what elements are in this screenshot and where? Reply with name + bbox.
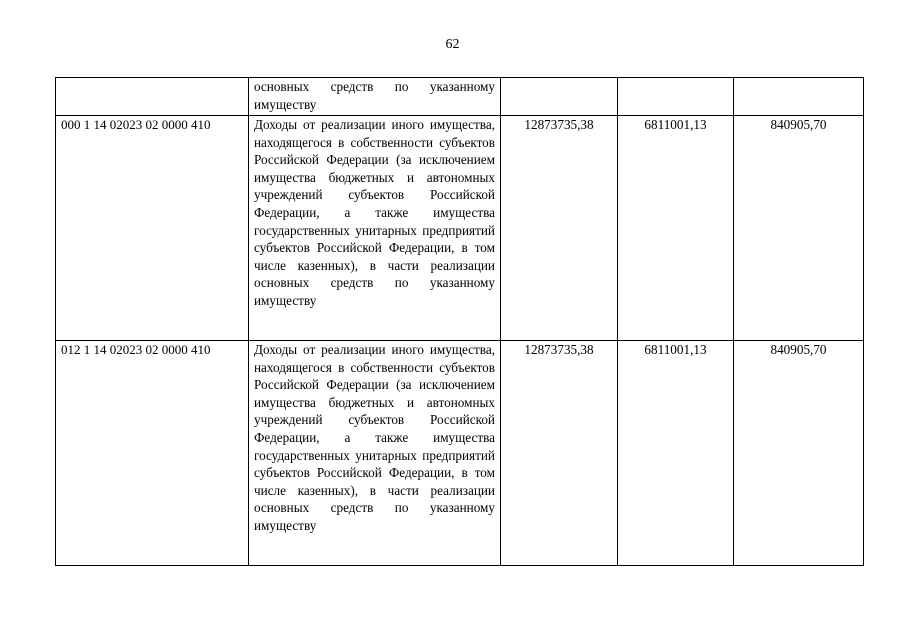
table-cell-value-3: 840905,70 (734, 341, 864, 566)
table-cell-value-1: 12873735,38 (501, 116, 618, 341)
table-cell-value-2: 6811001,13 (618, 341, 734, 566)
table-cell-value-2: 6811001,13 (618, 116, 734, 341)
table-row (56, 116, 864, 341)
table-row (56, 341, 864, 566)
table-cell-value-1: 12873735,38 (501, 341, 618, 566)
table-cell-value-1 (501, 78, 618, 116)
table-cell-name: Доходы от реализации иного имущества, находящегося в собственности субъектов Российской Федерации (за исключением имущества бюджетных и автономных учреждений субъектов Российской Федерации, а также имущества государственных унитарных предприятий субъектов Российской Федерации, в том числе казенных), в части реализации основных средств по указанному имуществу (249, 116, 501, 341)
table-cell-value-2 (618, 78, 734, 116)
table-cell-name: основных средств по указанному имуществу (249, 78, 501, 116)
table-cell-name: Доходы от реализации иного имущества, находящегося в собственности субъектов Российской Федерации (за исключением имущества бюджетных и автономных учреждений субъектов Российской Федерации, а также имущества государственных унитарных предприятий субъектов Российской Федерации, в том числе казенных), в части реализации основных средств по указанному имуществу (249, 341, 501, 566)
table-cell-value-3: 840905,70 (734, 116, 864, 341)
table-cell-code: 012 1 14 02023 02 0000 410 (56, 341, 249, 566)
page-number: 62 (445, 37, 460, 52)
table-cell-code (56, 78, 249, 116)
table-cell-value-3 (734, 78, 864, 116)
table-row-continuation (56, 78, 864, 116)
revenue-table (55, 77, 864, 566)
table-cell-code: 000 1 14 02023 02 0000 410 (56, 116, 249, 341)
